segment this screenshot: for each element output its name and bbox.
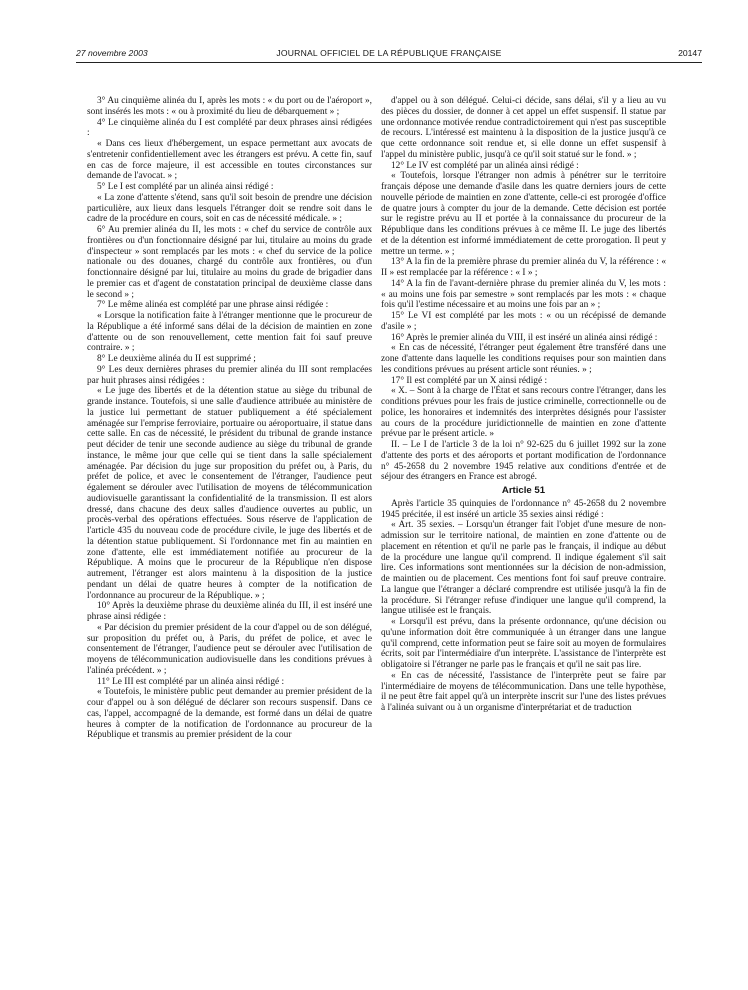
paragraph: 12° Le IV est complété par un alinéa ainsi rédigé : [391,160,579,171]
paragraph: 10° Après la deuxième phrase du deuxième alinéa du III, il est inséré une phrase ainsi rédigée : [87,601,372,622]
paragraph: 11° Le III est complété par un alinéa ainsi rédigé : [97,676,285,687]
paragraph: 15° Le VI est complété par les mots : « ou un récépissé de demande d'asile » ; [381,311,666,332]
paragraph: « Toutefois, le ministère public peut demander au premier président de la cour d'appel ou à son délégué de déclarer son recours suspensif. Dans ce cas, l'appel, accompagné de la demande, est formé dans un délai de quatre heures à compter de la notification de l'ordonnance au procureur de la République et transmis au premier président de la cour [87,687,372,741]
paragraph: « Le juge des libertés et de la détention statue au siège du tribunal de grande instance. Toutefois, si une salle d'audience attribuée au ministère de la justice lui permettant de statuer publiquement a été spécialement aménagée sur l'emprise ferroviaire, portuaire ou aéroportuaire, il statue dans cette salle. En cas de nécessité, le président du tribunal de grande instance peut décider de tenir une seconde audience au siège du tribunal de grande instance, le même jour que celle qui se tient dans la salle spécialement aménagée. Par décision du juge sur proposition du préfet ou, à Paris, du préfet de police, et avec le consentement de l'étranger, l'audience peut également se dérouler avec l'utilisation de moyens de télécommunication audiovisuelle garantissant la confidentialité de la transmission. Il est alors dressé, dans chacune des deux salles d'audience ouvertes au public, un procès-verbal des opérations effectuées. Sous réserve de l'application de l'article 435 du nouveau code de procédure civile, le juge des libertés et de la détention statue publiquement. Si l'ordonnance met fin au maintien en zone d'attente, elle est immédiatement notifiée au procureur de la République. A moins que le procureur de la République n'en dispose autrement, l'étranger est alors maintenu à la disposition de la justice pendant un délai de quatre heures à compter de la notification de l'ordonnance au procureur de la République. » ; [87,386,372,601]
paragraph: 7° Le même alinéa est complété par une phrase ainsi rédigée : [97,300,329,311]
paragraph: 14° A la fin de l'avant-dernière phrase du premier alinéa du V, les mots : « au moins une fois par semestre » sont remplacés par les mots : « chaque fois qu'il l'estime nécessaire et au moins une fois par an » ; [381,278,666,311]
paragraph: « X. – Sont à la charge de l'État et sans recours contre l'étranger, dans les conditions prévues pour les frais de justice criminelle, correctionnelle ou de police, les honoraires et indemnités des interprètes désignés pour l'assister au cours de la procédure juridictionnelle de maintien en zone d'attente prévue par le présent article. » [381,386,666,440]
paragraph: « En cas de nécessité, l'assistance de l'interprète peut se faire par l'intermédiaire de moyens de télécommunication. Dans une telle hypothèse, il ne peut être fait appel qu'à un interprète inscrit sur l'une des listes prévues à l'alinéa suivant ou à un organisme d'interprétariat et de traduction [381,670,666,713]
paragraph: 3° Au cinquième alinéa du I, après les mots : « du port ou de l'aéroport », sont insérés les mots : « ou à proximité du lieu de débarquement » ; [87,96,372,117]
paragraph: 16° Après le premier alinéa du VIII, il est inséré un alinéa ainsi rédigé : [391,332,658,343]
left-text-column [87,96,372,741]
paragraph: 5° Le I est complété par un alinéa ainsi rédigé : [97,182,274,192]
paragraph: « Dans ces lieux d'hébergement, un espace permettant aux avocats de s'entretenir confidentiellement avec les étrangers est prévu. A cette fin, sauf en cas de force majeure, il est accessible en toutes circonstances sur demande de l'avocat. » ; [87,139,372,182]
right-column-paragraphs [381,96,666,483]
header-journal-title: JOURNAL OFFICIEL DE LA RÉPUBLIQUE FRANÇAISE [276,48,502,58]
paragraph: 6° Au premier alinéa du II, les mots : « chef du service de contrôle aux frontières ou d'un fonctionnaire désigné par lui, titulaire au moins du grade d'inspecteur » sont remplacés par les mots : « chef du service de la police nationale ou des douanes, chargé du contrôle aux frontières, ou d'un fonctionnaire désigné par lui, titulaire au moins du grade de brigadier dans le premier cas et d'agent de constatation principal de deuxième classe dans le second » ; [87,225,372,300]
header-date: 27 novembre 2003 [76,48,148,58]
paragraph: 13° A la fin de la première phrase du premier alinéa du V, la référence : « II » est remplacée par la référence : « I » ; [381,257,666,278]
paragraph: II. – Le I de l'article 3 de la loi n° 92-625 du 6 juillet 1992 sur la zone d'attente des ports et des aéroports et portant modification de l'ordonnance n° 45-2658 du 2 novembre 1945 relative aux conditions d'entrée et de séjour des étrangers en France est abrogé. [381,440,666,483]
paragraph: « Lorsque la notification faite à l'étranger mentionne que le procureur de la République a été informé sans délai de la décision de maintien en zone d'attente ou de son renouvellement, cette mention fait foi sauf preuve contraire. » ; [87,311,372,354]
paragraph: « Art. 35 sexies. – Lorsqu'un étranger fait l'objet d'une mesure de non-admission sur le territoire national, de maintien en zone d'attente ou de placement en rétention et qu'il ne parle pas le français, il indique au début de la procédure une langue qu'il comprend. Il indique également s'il sait lire. Ces informations sont mentionnées sur la décision de non-admission, de maintien ou de placement. Ces mentions font foi sauf preuve contraire. La langue que l'étranger a déclaré comprendre est utilisée jusqu'à la fin de la procédure. Si l'étranger refuse d'indiquer une langue qu'il comprend, la langue utilisée est le français. [381,520,666,617]
paragraph: 4° Le cinquième alinéa du I est complété par deux phrases ainsi rédigées : [87,117,372,139]
page-header [76,46,702,63]
paragraph: 9° Les deux dernières phrases du premier alinéa du III sont remplacées par huit phrases ainsi rédigées : [87,364,372,386]
paragraph: Après l'article 35 quinquies de l'ordonnance n° 45-2658 du 2 novembre 1945 précitée, il est inséré un article 35 sexies ainsi rédigé : [381,498,666,520]
article-heading: Article 51 [501,485,546,496]
paragraph: « La zone d'attente s'étend, sans qu'il soit besoin de prendre une décision particulière, aux lieux dans lesquels l'étranger doit se rendre soit dans le cadre de la procédure en cours, soit en cas de nécessité médicale. » ; [87,192,372,225]
paragraph: « Lorsqu'il est prévu, dans la présente ordonnance, qu'une décision ou qu'une information doit être communiquée à un étranger dans une langue qu'il comprend, cette information peut se faire soit au moyen de formulaires écrits, soit par l'intermédiaire d'un interprète. L'assistance de l'interprète est obligatoire si l'étranger ne parle pas le français et qu'il ne sait pas lire. [381,617,666,670]
right-text-column [381,96,666,714]
article-51-paragraphs [381,499,666,714]
paragraph: 8° Le deuxième alinéa du II est supprimé ; [97,354,256,364]
paragraph: « Toutefois, lorsque l'étranger non admis à pénétrer sur le territoire français dépose une demande d'asile dans les quatre derniers jours de cette nouvelle période de maintien en zone d'attente, celle-ci est prorogée d'office de quatre jours à compter du jour de la demande. Cette décision est portée sur le registre prévu au II et portée à la connaissance du procureur de la République dans les conditions prévues à ce même II. Le juge des libertés et de la détention est informé immédiatement de cette prorogation. Il peut y mettre un terme. » ; [381,171,666,257]
paragraph: 17° Il est complété par un X ainsi rédigé : [391,375,548,386]
paragraph: « En cas de nécessité, l'étranger peut également être transféré dans une zone d'attente dans laquelle les conditions requises pour son maintien dans les conditions prévues au présent article sont réunies. » ; [381,343,666,375]
header-page-number: 20147 [678,48,702,58]
paragraph: « Par décision du premier président de la cour d'appel ou de son délégué, sur proposition du préfet ou, à Paris, du préfet de police, et avec le consentement de l'étranger, l'audience peut se dérouler avec l'utilisation de moyens de télécommunication audiovisuelle dans les conditions prévues à l'alinéa précédent. » ; [87,622,372,676]
paragraph: d'appel ou à son délégué. Celui-ci décide, sans délai, s'il y a lieu au vu des pièces du dossier, de donner à cet appel un effet suspensif. Il statue par une ordonnance motivée rendue contradictoirement qui n'est pas susceptible de recours. L'intéressé est maintenu à la disposition de la justice jusqu'à ce que cette ordonnance soit rendue et, si elle donne un effet suspensif à l'appel du ministère public, jusqu'à ce qu'il soit statué sur le fond. » ; [381,96,666,160]
